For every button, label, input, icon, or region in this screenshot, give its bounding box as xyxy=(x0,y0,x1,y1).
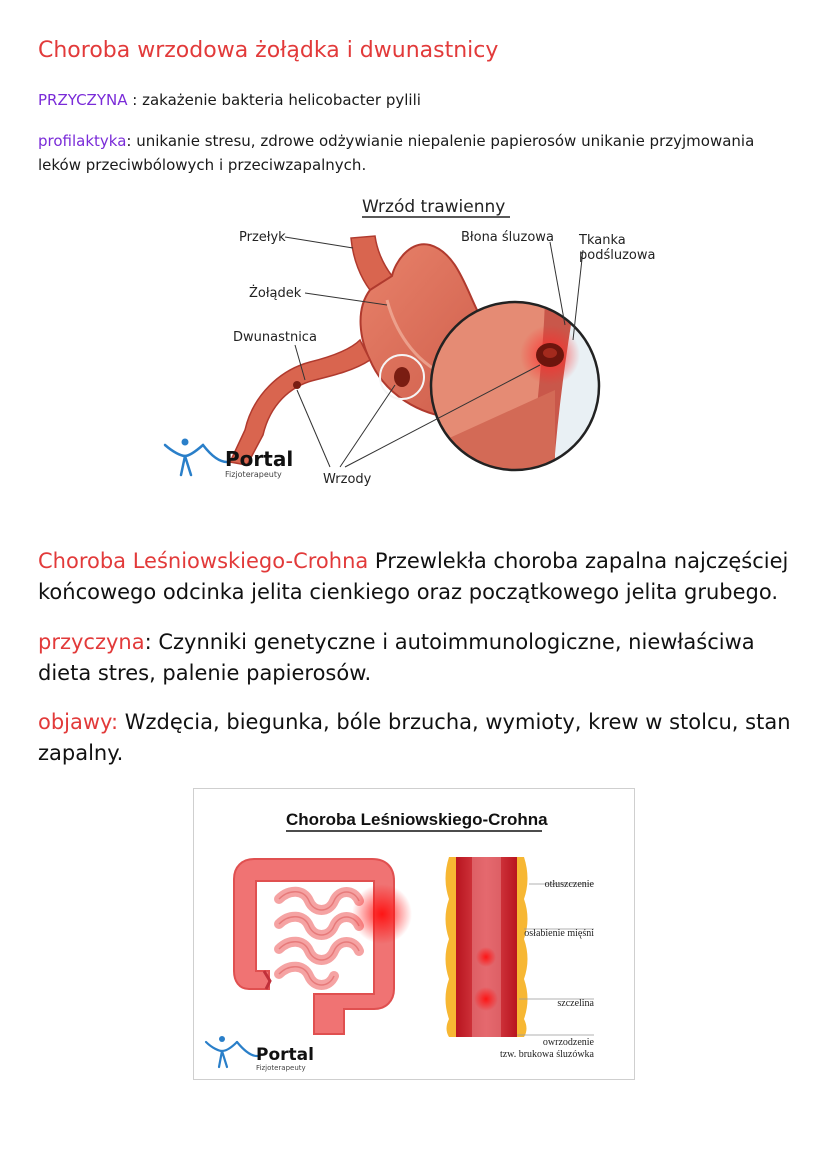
diagram1-title: Wrzód trawienny xyxy=(362,197,506,217)
label-thickening: otłuszczenie xyxy=(544,879,594,890)
portal-logo-sub: Fizjoterapeuty xyxy=(256,1064,306,1072)
diagram2-title: Choroba Leśniowskiego-Crohna xyxy=(286,810,548,829)
label-ulcer-1: owrzodzenie xyxy=(542,1037,594,1048)
portal-logo-figure-icon xyxy=(165,439,227,476)
section2-title: Choroba Leśniowskiego-Crohna xyxy=(38,549,369,573)
label-weakening: osłabienie mięśni xyxy=(524,928,594,939)
label-submucosa-1: Tkanka xyxy=(579,233,626,248)
label-stomach: Żołądek xyxy=(249,286,302,301)
section2-intro xyxy=(38,546,798,608)
label-mucosa: Błona śluzowa xyxy=(461,230,554,245)
peptic-ulcer-diagram xyxy=(155,190,675,495)
portal-logo-text: Portal xyxy=(256,1045,314,1065)
label-duodenum: Dwunastnica xyxy=(233,330,317,345)
section2-cause-text: : Czynniki genetyczne i autoimmunologiczne, niewłaściwa dieta stres, palenie papierosów. xyxy=(38,630,755,685)
section2-symptoms-text: Wzdęcia, biegunka, bóle brzucha, wymioty, krew w stolcu, stan zapalny. xyxy=(38,710,791,765)
section1-cause xyxy=(38,88,798,112)
prevention-label: profilaktyka xyxy=(38,132,127,150)
cause-label: PRZYCZYNA xyxy=(38,91,128,109)
portal-logo-text: Portal xyxy=(225,447,294,471)
prevention-text: : unikanie stresu, zdrowe odżywianie niepalenie papierosów unikanie przyjmowania leków przeciwbólowych i przeciwzapalnych. xyxy=(38,132,755,174)
section1-title: Choroba wrzodowa żołądka i dwunastnicy xyxy=(38,38,499,63)
section2-desc: Przewlekła choroba zapalna najczęściej końcowego odcinka jelita cienkiego oraz początkowego jelita grubego. xyxy=(38,549,789,604)
section2-cause xyxy=(38,627,798,689)
label-esophagus: Przełyk xyxy=(239,230,286,245)
portal-logo-figure-icon xyxy=(206,1036,257,1067)
cause-text: : zakażenie bakteria helicobacter pylili xyxy=(127,91,421,109)
portal-logo-sub: Fizjoterapeuty xyxy=(225,470,282,479)
large-intestine-shape xyxy=(234,859,394,1034)
section1-prevention xyxy=(38,129,798,177)
section2-cause-label: przyczyna xyxy=(38,630,145,654)
crohn-diagram xyxy=(194,789,634,1079)
section2-symptoms xyxy=(38,707,798,769)
label-submucosa-2: podśluzowa xyxy=(579,248,656,263)
section2-symptoms-label: objawy: xyxy=(38,710,119,734)
label-fissure: szczelina xyxy=(557,998,594,1009)
label-ulcers: Wrzody xyxy=(323,472,372,487)
crohn-diagram-frame xyxy=(193,788,635,1080)
label-ulcer-2: tzw. brukowa śluzówka xyxy=(499,1049,594,1060)
